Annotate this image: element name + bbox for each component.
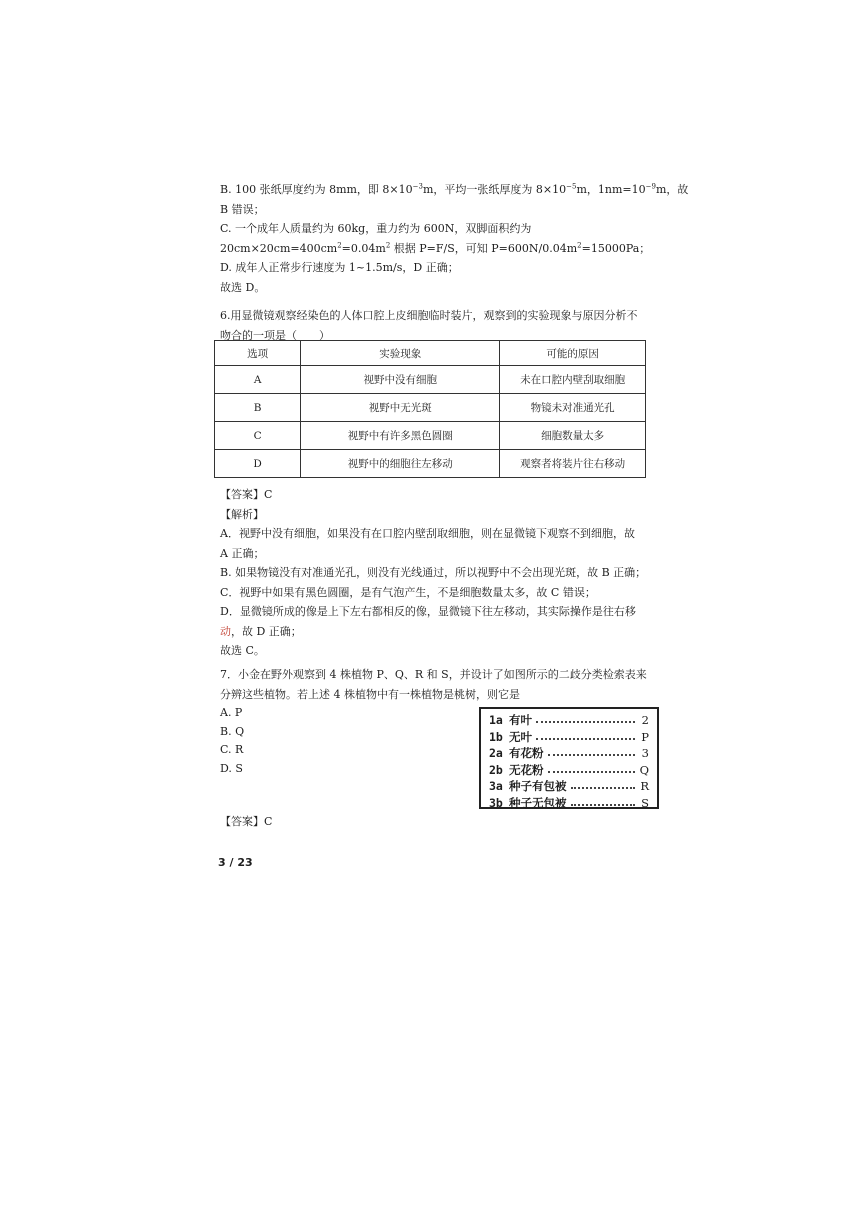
q7-answer-block	[220, 812, 645, 832]
q6-options-table	[214, 340, 646, 478]
q6-analysis-c-line: C．视野中如果有黑色圆圈，是有气泡产生，不是细胞数量太多，故 C 错误；	[220, 585, 596, 599]
table-header-row	[215, 341, 646, 366]
q6-analysis-d-line1: D．显微镜所成的像是上下左右都相反的像，显微镜下往左移动，其实际操作是往右移	[220, 605, 636, 618]
table-cell: 视野中无光斑	[301, 394, 500, 422]
q7-stem	[220, 665, 645, 704]
key-row: 2a 有花粉 3	[489, 746, 649, 761]
table-header-cell: 选项	[215, 341, 301, 366]
table-cell: 观察者将装片往右移动	[500, 450, 646, 478]
table-row	[215, 394, 646, 422]
table-header-cell: 可能的原因	[500, 341, 646, 366]
table-cell: A	[215, 366, 301, 394]
q6-analysis-a-line1: A．视野中没有细胞，如果没有在口腔内壁刮取细胞，则在显微镜下观察不到细胞，故	[220, 527, 635, 540]
q5-option-c-line1: C. 一个成年人质量约为 60kg，重力约为 600N，双脚面积约为	[220, 222, 532, 235]
q7-stem-line2: 分辨这些植物。若上述 4 株植物中有一株植物是桃树，则它是	[220, 687, 520, 701]
table-cell: 视野中的细胞往左移动	[301, 450, 500, 478]
table-row	[215, 450, 646, 478]
q6-answer: 【答案】C	[220, 488, 273, 501]
q7-answer: 【答案】C	[220, 815, 273, 828]
q7-option-d: D. S	[220, 761, 243, 775]
table-cell: 未在口腔内壁刮取细胞	[500, 366, 646, 394]
table-cell: 细胞数量太多	[500, 422, 646, 450]
page-number: 3 / 23	[218, 856, 253, 869]
table-cell: 视野中没有细胞	[301, 366, 500, 394]
dichotomous-key	[479, 707, 659, 809]
q7-option-a: A. P	[220, 706, 243, 719]
q6-stem-line2: 吻合的一项是（ ）	[220, 328, 330, 342]
q7-options	[220, 704, 420, 778]
table-cell: B	[215, 394, 301, 422]
table-cell: D	[215, 450, 301, 478]
q6-analysis-title: 【解析】	[220, 507, 264, 521]
q6-analysis-b-line: B. 如果物镜没有对准通光孔，则没有光线通过，所以视野中不会出现光斑，故 B 正确；	[220, 566, 647, 579]
q5-option-c-line2: $20cm\times 20cm=400cm^2=0.04m^2$ 根据 P=F/S，可知 $P=600N/0.04m^2=15000Pa$；	[220, 240, 651, 255]
q7-stem-line1: 7．小金在野外观察到 4 株植物 P、Q、R 和 S，并设计了如图所示的二歧分类检索表来	[220, 668, 647, 681]
table-row	[215, 366, 646, 394]
q5-option-b-line2: B 错误；	[220, 202, 265, 216]
q6-analysis-a-line2: A 正确；	[220, 546, 265, 560]
key-row: 3b 种子无包被 S	[489, 795, 649, 810]
q5-option-b-line1: B. 100 张纸厚度约为 8mm，即 $8\times 10^{-3}m$，平均一张纸厚度为 $8\times 10^{-5}m$，$1nm=10^{-9}m$，故	[220, 182, 689, 196]
table-cell: 视野中有许多黑色圆圈	[301, 422, 500, 450]
q6-stem-line1: 6.用显微镜观察经染色的人体口腔上皮细胞临时装片，观察到的实验现象与原因分析不	[220, 309, 638, 322]
key-row: 2b 无花粉 Q	[489, 762, 649, 777]
table-header-cell: 实验现象	[301, 341, 500, 366]
key-row: 3a 种子有包被 R	[489, 779, 649, 794]
table-row	[215, 422, 646, 450]
q6-conclusion: 故选 C。	[220, 644, 265, 657]
table-cell: C	[215, 422, 301, 450]
q5-conclusion: 故选 D。	[220, 280, 266, 294]
key-row: 1a 有叶 2	[489, 713, 649, 728]
table-cell: 物镜未对准通光孔	[500, 394, 646, 422]
q6-analysis	[220, 485, 645, 661]
q6-analysis-d-line2: 动，故 D 正确；	[220, 624, 302, 638]
q7-option-b: B. Q	[220, 724, 245, 738]
q5-explanation	[220, 180, 689, 297]
q7-option-c: C. R	[220, 743, 244, 756]
q5-option-d-line: D. 成年人正常步行速度为 1~1.5m/s，D 正确；	[220, 261, 459, 274]
key-row: 1b 无叶 P	[489, 729, 649, 744]
